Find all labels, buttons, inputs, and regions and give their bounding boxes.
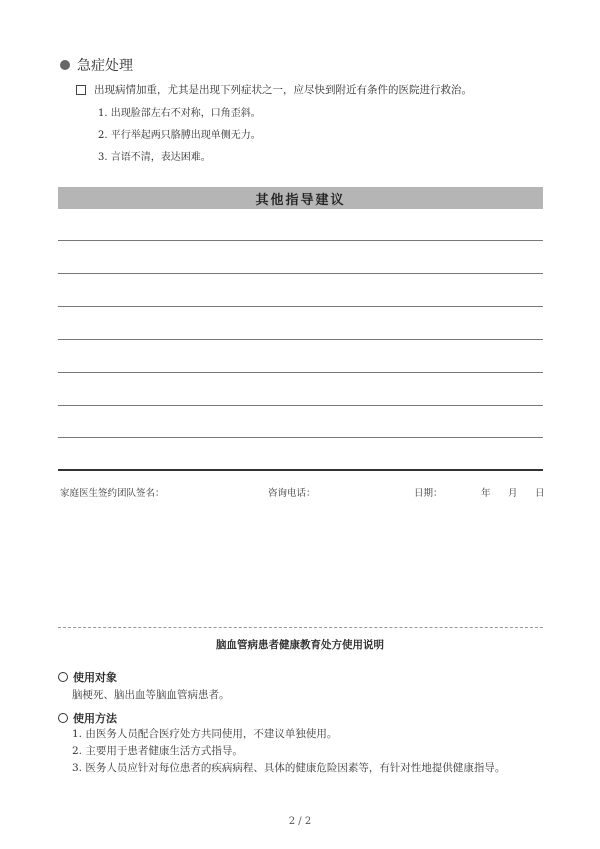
- date-year: 年: [481, 488, 491, 499]
- writing-line[interactable]: [58, 405, 543, 406]
- circle-bullet-icon: [58, 713, 68, 723]
- symptom-item: 3. 言语不清，表达困难。: [98, 152, 211, 163]
- symptom-item: 1. 出现脸部左右不对称，口角歪斜。: [98, 108, 261, 119]
- writing-line[interactable]: [58, 273, 543, 274]
- target-heading-text: 使用对象: [73, 671, 117, 684]
- circle-bullet-icon: [58, 672, 68, 682]
- method-item: 1. 由医务人员配合医疗处方共同使用，不建议单独使用。: [72, 728, 338, 740]
- emergency-instruction-text: 出现病情加重，尤其是出现下列症状之一，应尽快到附近有条件的医院进行救治。: [94, 84, 472, 96]
- checkbox-icon[interactable]: [76, 85, 86, 95]
- target-heading: [58, 669, 117, 685]
- team-signature-label: 家庭医生签约团队签名：: [60, 488, 165, 499]
- writing-line[interactable]: [58, 372, 543, 373]
- phone-label: 咨询电话：: [268, 488, 316, 499]
- target-text: 脑梗死、脑出血等脑血管病患者。: [72, 689, 230, 701]
- method-heading: [58, 710, 117, 726]
- dashed-separator: [58, 627, 543, 628]
- method-heading-text: 使用方法: [73, 712, 117, 725]
- symptom-item: 2. 平行举起两只胳膊出现单侧无力。: [98, 130, 261, 141]
- method-item: 3. 医务人员应针对每位患者的疾病病程、具体的健康危险因素等，有针对性地提供健康指导。: [72, 762, 506, 774]
- date-day: 日: [535, 488, 545, 499]
- writing-line[interactable]: [58, 306, 543, 307]
- emergency-section-title: [60, 55, 133, 75]
- page-number: 2 / 2: [288, 816, 312, 827]
- writing-line[interactable]: [58, 437, 543, 438]
- date-month: 月: [508, 488, 518, 499]
- writing-line[interactable]: [58, 339, 543, 340]
- guidance-banner: 其他指导建议: [58, 187, 543, 209]
- section-divider: [58, 469, 543, 471]
- method-item: 2. 主要用于患者健康生活方式指导。: [72, 745, 243, 757]
- emergency-title-text: 急症处理: [77, 58, 133, 74]
- emergency-instruction: [76, 82, 472, 97]
- bullet-dot-icon: [60, 60, 70, 70]
- date-label: 日期：: [414, 488, 443, 499]
- instructions-title: 脑血管病患者健康教育处方使用说明: [216, 639, 384, 651]
- writing-line[interactable]: [58, 240, 543, 241]
